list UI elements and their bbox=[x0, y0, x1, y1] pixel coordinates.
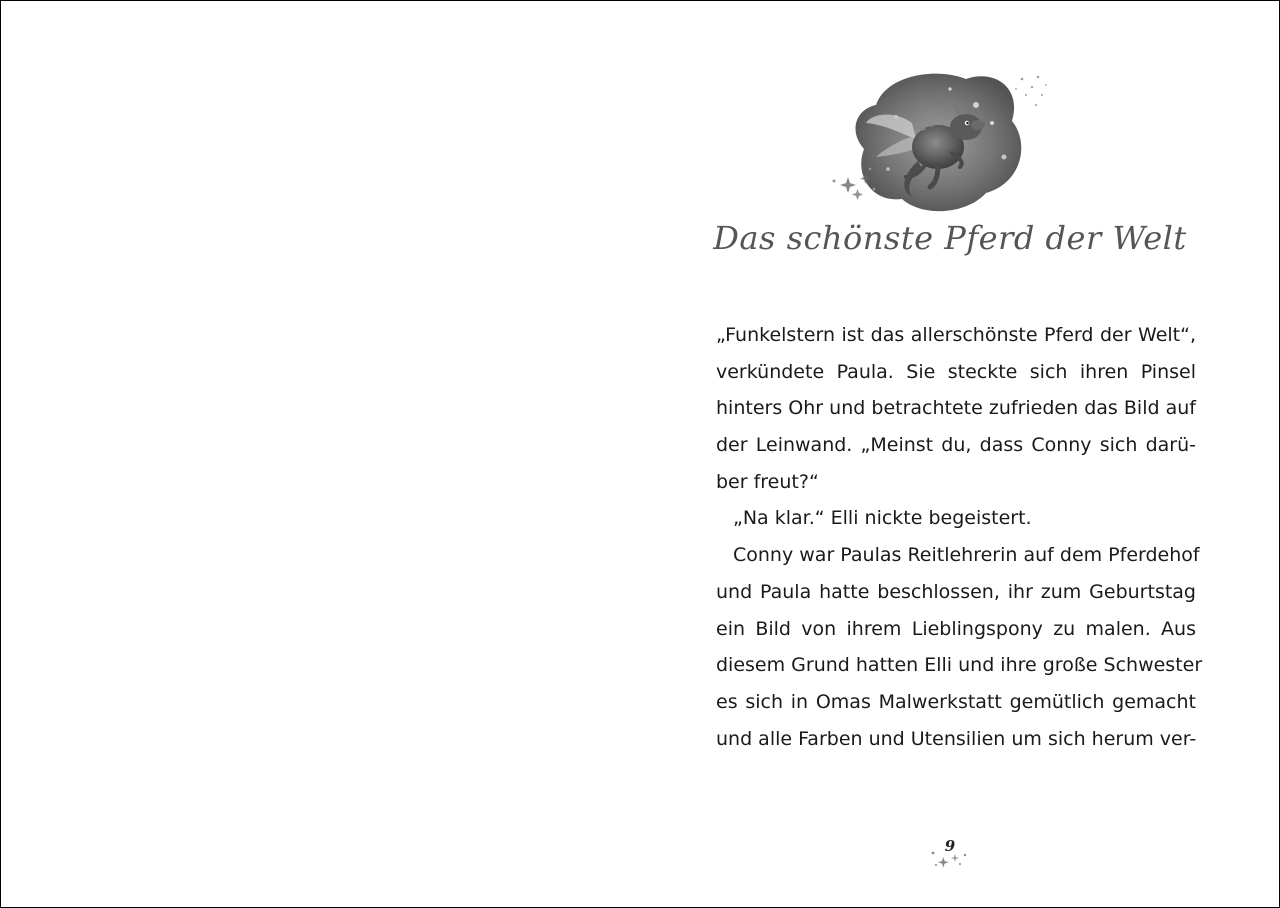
text-line: „Na klar.“ Elli nickte begeistert. bbox=[733, 507, 1032, 530]
text-line: Conny war Paulas Reitlehrerin auf dem Pferdehof bbox=[733, 544, 1200, 567]
text-line: ber freut?“ bbox=[716, 470, 819, 493]
text-line: es sich in Omas Malwerkstatt gemütlich gemacht bbox=[716, 690, 1196, 713]
flying-dragon-icon bbox=[826, 65, 1050, 225]
page-number: 9 bbox=[944, 837, 956, 855]
text-line: und alle Farben und Utensilien um sich herum ver- bbox=[716, 727, 1197, 750]
right-page bbox=[640, 0, 1280, 908]
text-line: „Funkelstern ist das allerschönste Pferd der Welt“, bbox=[716, 324, 1196, 346]
text-line: diesem Grund hatten Elli und ihre große Schwester bbox=[716, 654, 1203, 677]
text-line: und Paula hatte beschlossen, ihr zum Geburtstag bbox=[716, 580, 1196, 603]
body-text bbox=[716, 317, 1203, 757]
text-line: verkündete Paula. Sie steckte sich ihren Pinsel bbox=[716, 360, 1196, 383]
page-number-block bbox=[920, 833, 980, 873]
text-line: hinters Ohr und betrachtete zufrieden das Bild auf bbox=[716, 397, 1196, 420]
text-line: ein Bild von ihrem Lieblingspony zu malen. Aus bbox=[716, 617, 1196, 640]
text-line: der Leinwand. „Meinst du, dass Conny sich darü- bbox=[716, 434, 1196, 457]
chapter-title: Das schönste Pferd der Welt bbox=[713, 219, 1187, 257]
